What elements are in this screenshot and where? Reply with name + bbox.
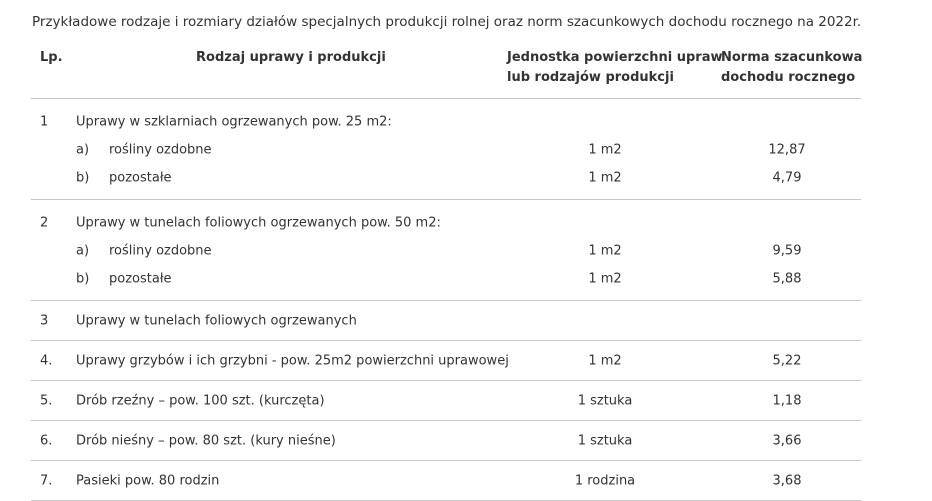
sub-text: pozostałe — [109, 271, 172, 287]
sub-text: rośliny ozdobne — [109, 142, 212, 158]
row-name: Uprawy w tunelach foliowych ogrzewanych pow. 50 m2: — [76, 215, 441, 231]
row-lp: 3 — [40, 313, 49, 329]
row-lp: 5. — [40, 393, 53, 409]
row-main-line — [31, 387, 861, 415]
row-sub-line — [31, 265, 861, 293]
row-name: Uprawy w tunelach foliowych ogrzewanych — [76, 313, 357, 329]
row-unit: 1 m2 — [588, 142, 622, 158]
row-sub-line — [31, 164, 861, 192]
row-norm: 5,22 — [772, 353, 802, 369]
sub-letter: a) — [76, 142, 90, 158]
table-row — [31, 467, 861, 501]
row-norm: 9,59 — [772, 243, 802, 259]
row-norm: 3,68 — [772, 473, 802, 489]
row-main-line — [31, 108, 861, 136]
row-norm: 3,66 — [772, 433, 802, 449]
row-lp: 4. — [40, 353, 53, 369]
row-unit: 1 rodzina — [574, 473, 636, 489]
header-norm — [721, 48, 862, 88]
table-row — [31, 387, 861, 421]
row-main-line — [31, 209, 861, 237]
table-row — [31, 307, 861, 341]
table-caption: Przykładowe rodzaje i rozmiary działów specjalnych produkcji rolnej oraz norm szacunkowych dochodu rocznego na 2022r. — [32, 14, 862, 30]
sub-letter: a) — [76, 243, 90, 259]
header-name: Rodzaj uprawy i produkcji — [196, 50, 386, 65]
row-unit: 1 m2 — [588, 170, 622, 186]
header-lp: Lp. — [40, 50, 63, 65]
table-row — [31, 427, 861, 461]
row-lp: 7. — [40, 473, 53, 489]
row-lp: 6. — [40, 433, 53, 449]
row-sub-line — [31, 237, 861, 265]
table-row — [31, 108, 861, 200]
row-name: Pasieki pow. 80 rodzin — [76, 473, 220, 489]
row-lp: 2 — [40, 215, 49, 231]
table-header-row — [31, 44, 861, 99]
row-unit: 1 m2 — [588, 353, 622, 369]
row-unit: 1 m2 — [588, 271, 622, 287]
row-main-line — [31, 467, 861, 495]
row-lp: 1 — [40, 114, 49, 130]
row-name: Uprawy grzybów i ich grzybni - pow. 25m2 powierzchni uprawowej — [76, 353, 509, 369]
row-name: Drób rzeźny – pow. 100 szt. (kurczęta) — [76, 393, 325, 409]
row-main-line — [31, 347, 861, 375]
header-norm-line1: Norma szacunkowa — [721, 50, 863, 65]
row-name: Uprawy w szklarniach ogrzewanych pow. 25 m2: — [76, 114, 392, 130]
row-name: Drób nieśny – pow. 80 szt. (kury nieśne) — [76, 433, 336, 449]
row-sub-line — [31, 136, 861, 164]
row-norm: 5,88 — [772, 271, 802, 287]
sub-letter: b) — [76, 170, 90, 186]
row-unit: 1 m2 — [588, 243, 622, 259]
header-norm-line2: dochodu rocznego — [721, 70, 856, 85]
row-unit: 1 sztuka — [577, 433, 633, 449]
sub-text: rośliny ozdobne — [109, 243, 212, 259]
row-norm: 12,87 — [768, 142, 806, 158]
sub-letter: b) — [76, 271, 90, 287]
row-norm: 4,79 — [772, 170, 802, 186]
table-row — [31, 347, 861, 381]
row-unit: 1 sztuka — [577, 393, 633, 409]
sub-text: pozostałe — [109, 170, 172, 186]
header-unit-line2: lub rodzajów produkcji — [507, 70, 674, 85]
header-unit-line1: Jednostka powierzchni upraw — [507, 50, 723, 65]
header-unit — [507, 48, 723, 88]
row-main-line — [31, 307, 861, 335]
row-main-line — [31, 427, 861, 455]
row-norm: 1,18 — [772, 393, 802, 409]
table-row — [31, 209, 861, 301]
income-norms-table — [31, 44, 861, 501]
